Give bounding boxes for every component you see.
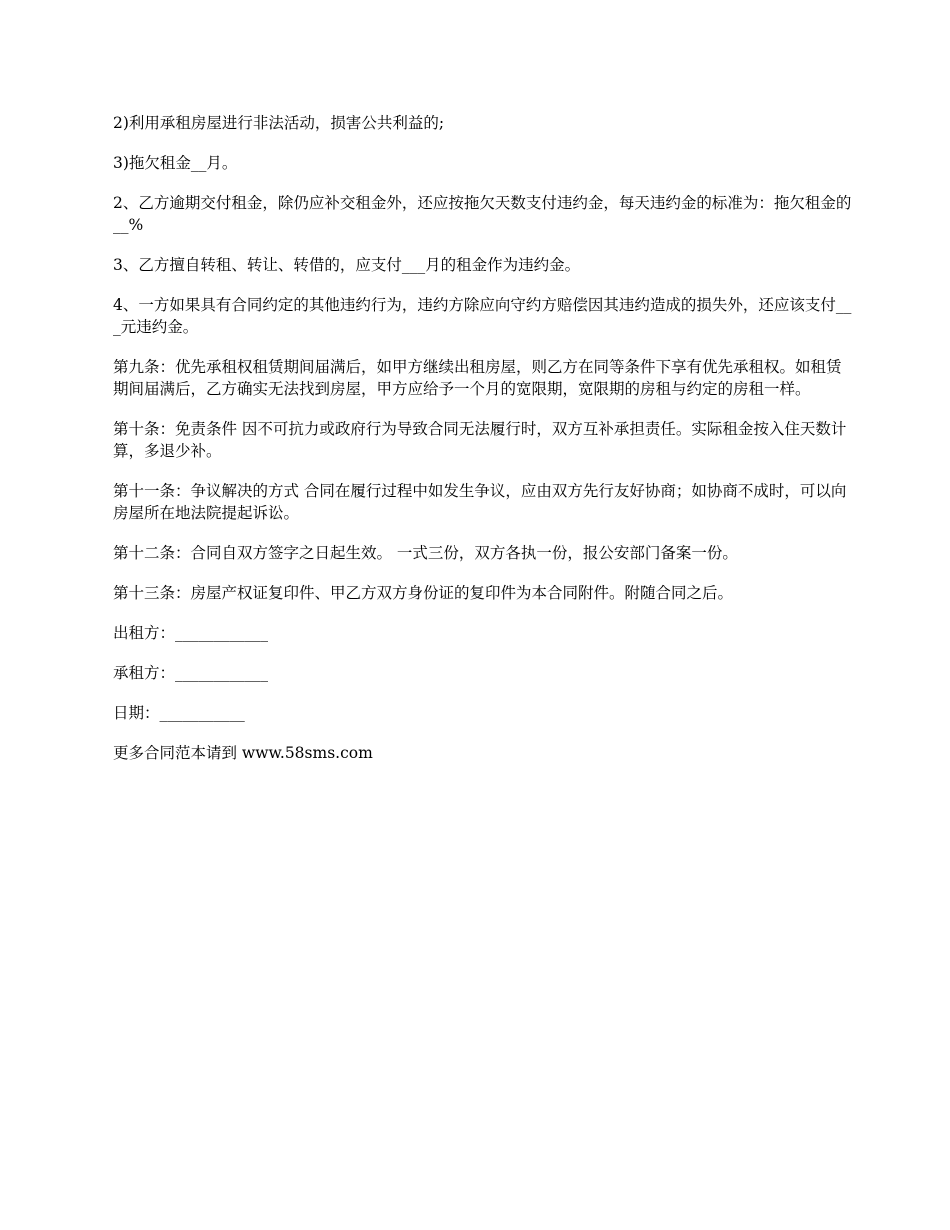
clause-late-payment: 2、乙方逾期交付租金，除仍应补交租金外，还应按拖欠天数支付违约金，每天违约金的标准为：拖欠租金的__%: [113, 194, 852, 234]
clause-other-breach: 4、一方如果具有合同约定的其他违约行为，违约方除应向守约方赔偿因其违约造成的损失外，还应该支付___元违约金。: [113, 296, 852, 336]
document-body: [113, 112, 853, 782]
article-10-exemption: 第十条：免责条件 因不可抗力或政府行为导致合同无法履行时，双方互补承担责任。实际租金按入住天数计算，多退少补。: [113, 420, 847, 460]
footer-note: 更多合同范本请到 www.58sms.com: [113, 744, 373, 762]
article-13-attachments: 第十三条：房屋产权证复印件、甲乙方双方身份证的复印件为本合同附件。附随合同之后。: [113, 584, 734, 602]
signature-date: 日期：___________: [113, 704, 245, 722]
signature-lessor: 出租方：____________: [113, 624, 269, 642]
article-12-effective: 第十二条：合同自双方签字之日起生效。 一式三份，双方各执一份，报公安部门备案一份。: [113, 544, 738, 562]
clause-rent-arrears: 3)拖欠租金__月。: [113, 154, 238, 172]
clause-illegal-activity: 2)利用承租房屋进行非法活动，损害公共利益的;: [113, 114, 445, 132]
clause-sublease: 3、乙方擅自转租、转让、转借的，应支付___月的租金作为违约金。: [113, 256, 581, 274]
signature-lessee: 承租方：____________: [113, 664, 269, 682]
article-11-dispute: 第十一条：争议解决的方式 合同在履行过程中如发生争议，应由双方先行友好协商；如协商不成时，可以向房屋所在地法院提起诉讼。: [113, 482, 847, 522]
article-9-priority-lease: 第九条：优先承租权租赁期间届满后，如甲方继续出租房屋，则乙方在同等条件下享有优先承租权。如租赁期间届满后，乙方确实无法找到房屋，甲方应给予一个月的宽限期，宽限期的房租与约定的房租一样。: [113, 358, 842, 398]
